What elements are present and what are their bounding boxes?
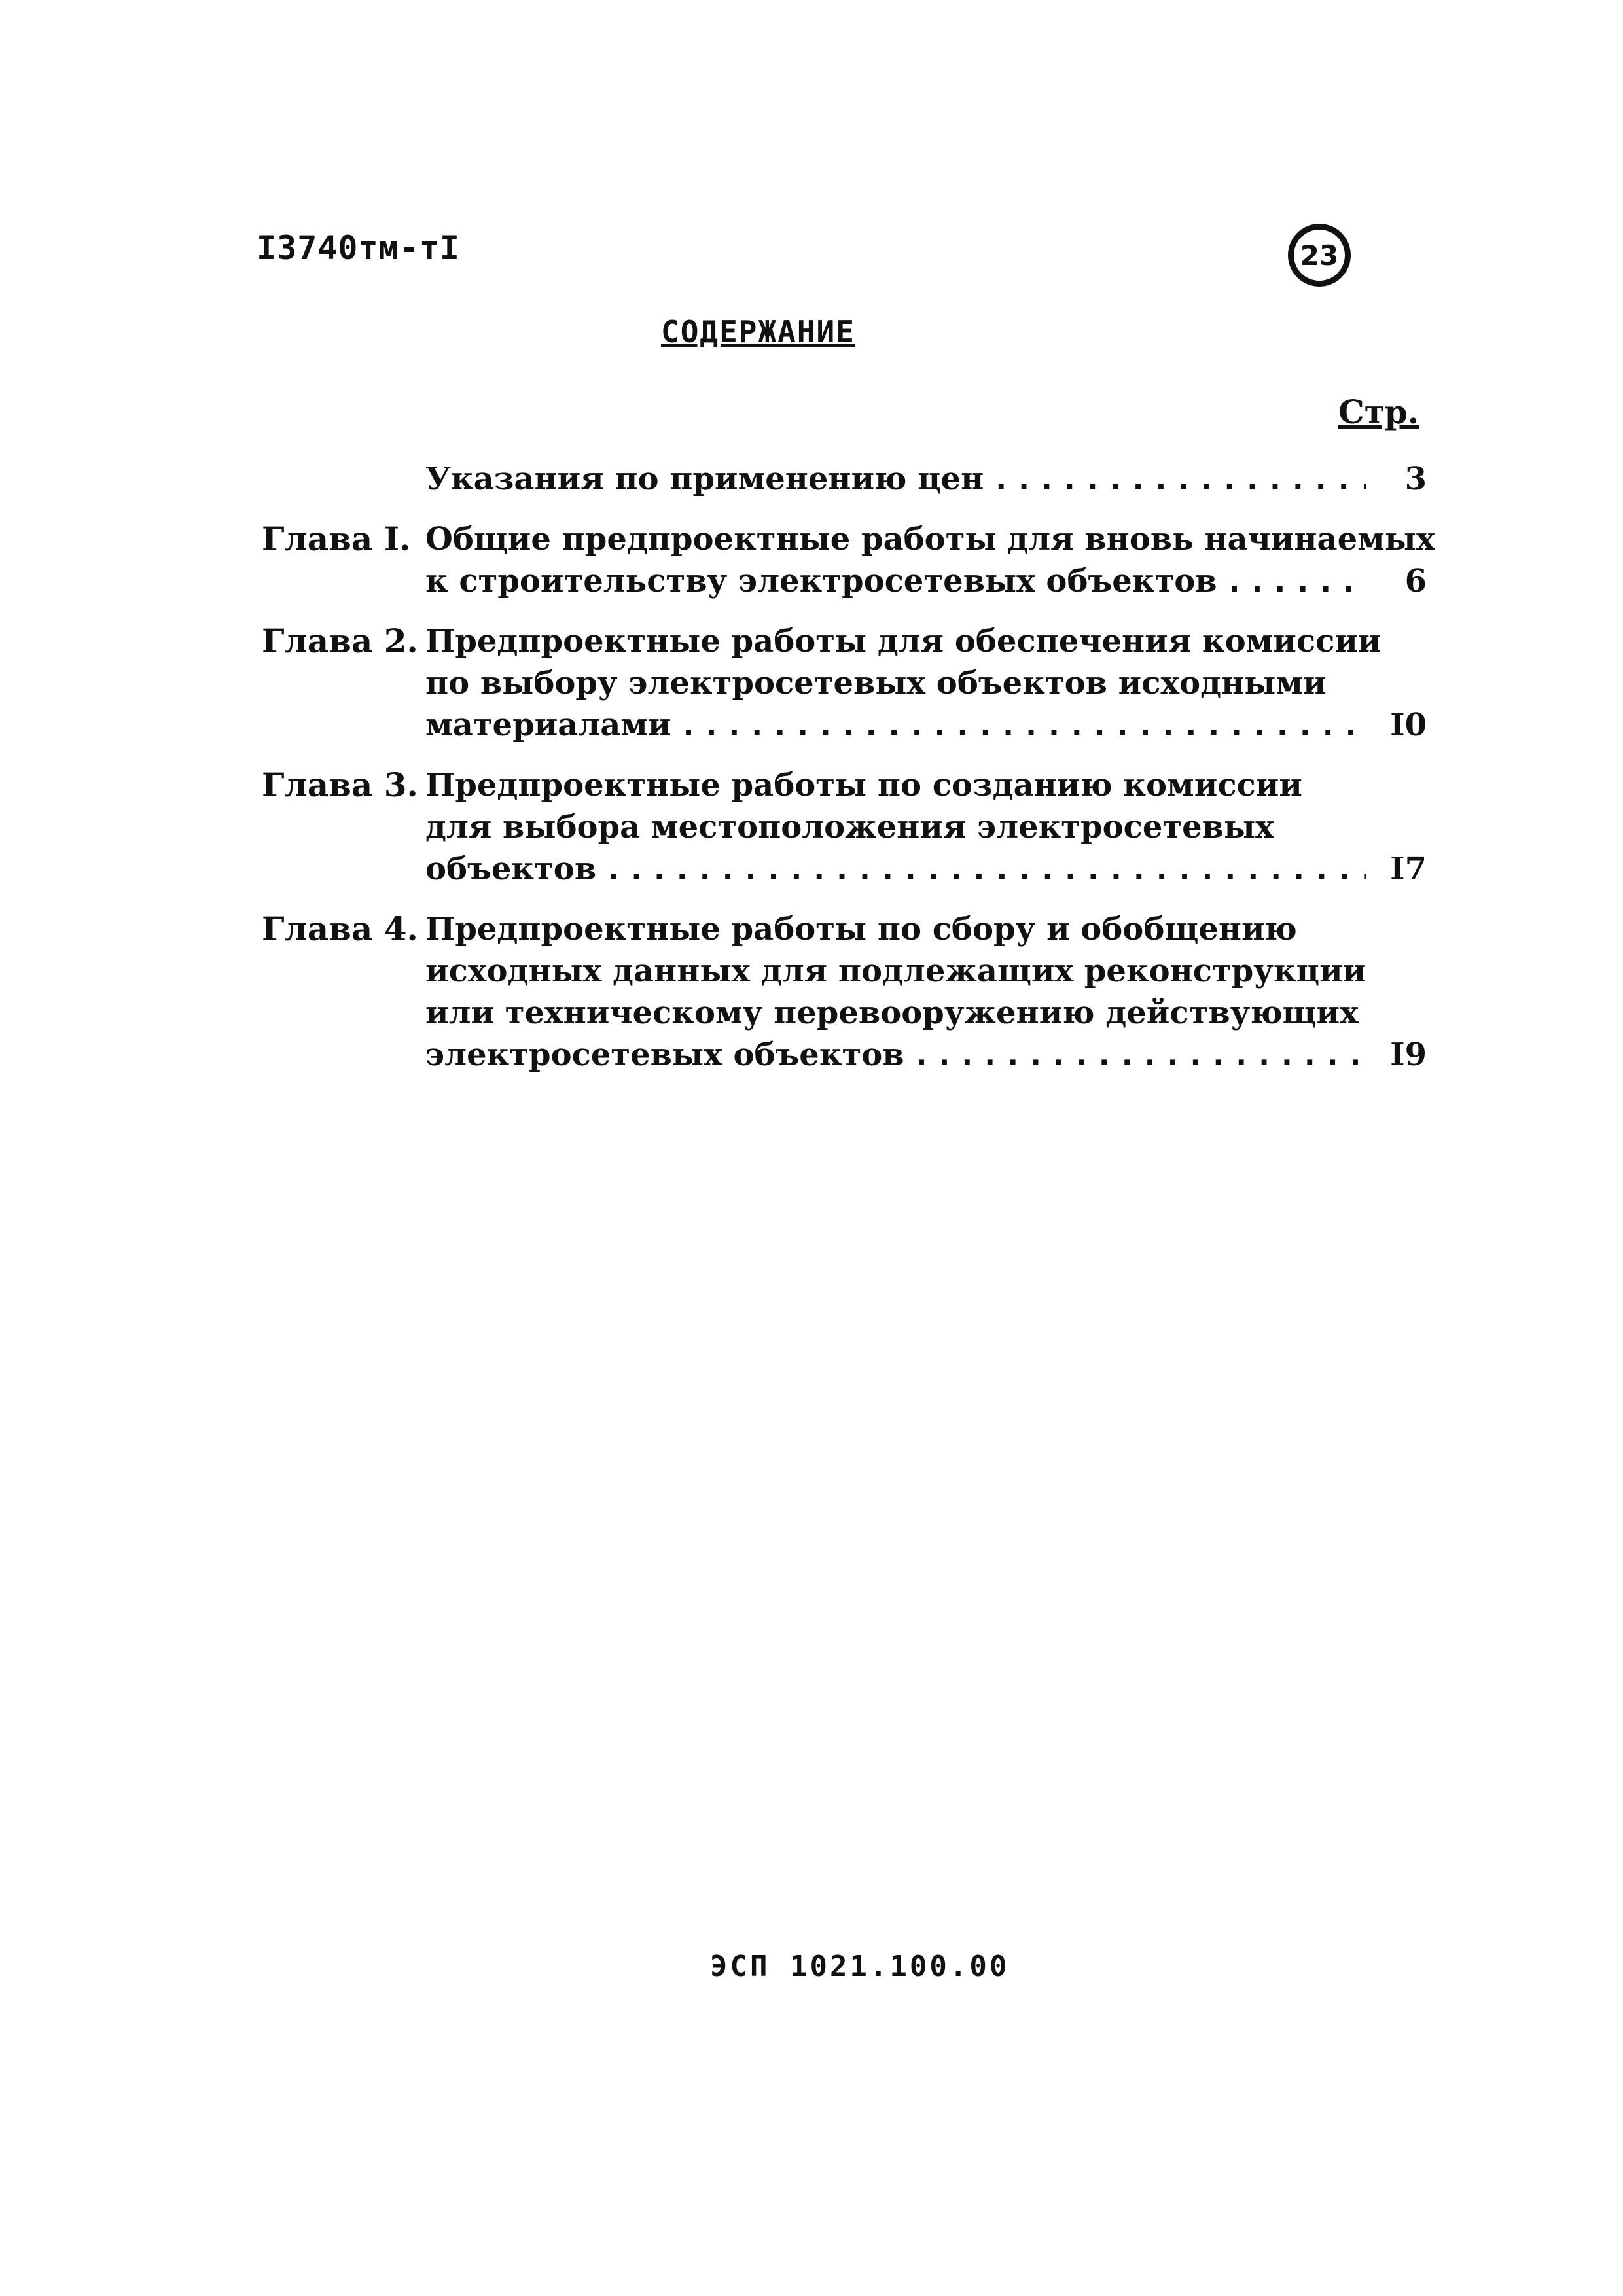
leader-dots: [1225, 560, 1366, 602]
toc-entry-page: 3: [1404, 461, 1427, 497]
page-title: СОДЕРЖАНИЕ: [661, 314, 855, 349]
toc-entry-chapter-4: [262, 908, 1427, 1076]
footer-code: ЭСП 1021.100.00: [710, 1950, 1010, 1983]
page-column-label: Стр.: [1338, 393, 1419, 431]
leader-dots: [679, 704, 1366, 746]
leader-dots: [991, 458, 1366, 500]
leader-dots: [912, 1034, 1366, 1076]
toc-entry-text: электросетевых объектов: [425, 1036, 904, 1073]
leader-dots: [604, 848, 1366, 890]
page-number-badge: [1288, 224, 1351, 287]
toc-entry-intro: [262, 458, 1427, 500]
toc-entry-text: Указания по применению цен: [425, 461, 984, 497]
page-number: 23: [1300, 239, 1339, 272]
toc-entry-line: [425, 704, 1427, 746]
toc-entry-page: I0: [1390, 707, 1427, 743]
document-code: I3740тм-тI: [257, 229, 461, 267]
toc-entry-chapter-2: [262, 620, 1427, 746]
toc-entry-line: [425, 458, 1427, 500]
toc-entry-line: по выбору электросетевых объектов исходными: [425, 665, 1327, 701]
toc-entry-text: объектов: [425, 851, 597, 887]
table-of-contents: [262, 458, 1435, 1094]
toc-entry-line: исходных данных для подлежащих реконструкции: [425, 953, 1366, 989]
toc-entry-page: I9: [1390, 1036, 1427, 1073]
toc-entry-line: Предпроектные работы для обеспечения комиссии: [425, 623, 1382, 660]
toc-entry-line: [425, 848, 1427, 890]
toc-entry-body: [425, 518, 1435, 602]
toc-entry-chapter-3: [262, 764, 1427, 890]
toc-entry-chapter-1: [262, 518, 1435, 602]
toc-entry-line: Предпроектные работы по созданию комиссии: [425, 767, 1302, 804]
toc-entry-page: I7: [1390, 851, 1427, 887]
toc-entry-line: для выбора местоположения электросетевых: [425, 809, 1274, 845]
toc-entry-line: [425, 560, 1427, 602]
toc-entry-body: [425, 620, 1427, 746]
toc-entry-label: Глава I.: [262, 520, 411, 558]
toc-entry-body: [425, 764, 1427, 890]
toc-entry-page: 6: [1404, 563, 1427, 599]
toc-entry-body: [425, 908, 1427, 1076]
toc-entry-line: Предпроектные работы по сбору и обобщению: [425, 911, 1297, 947]
toc-entry-label: Глава 2.: [262, 622, 418, 660]
toc-entry-body: [425, 458, 1427, 500]
toc-entry-label: Глава 4.: [262, 910, 418, 948]
toc-entry-label: Глава 3.: [262, 766, 418, 804]
toc-entry-text: материалами: [425, 707, 671, 743]
toc-entry-line: [425, 1034, 1427, 1076]
toc-entry-line: Общие предпроектные работы для вновь начинаемых: [425, 521, 1435, 557]
toc-entry-line: или техническому перевооружению действующих: [425, 995, 1359, 1031]
toc-entry-text: к строительству электросетевых объектов: [425, 563, 1217, 599]
